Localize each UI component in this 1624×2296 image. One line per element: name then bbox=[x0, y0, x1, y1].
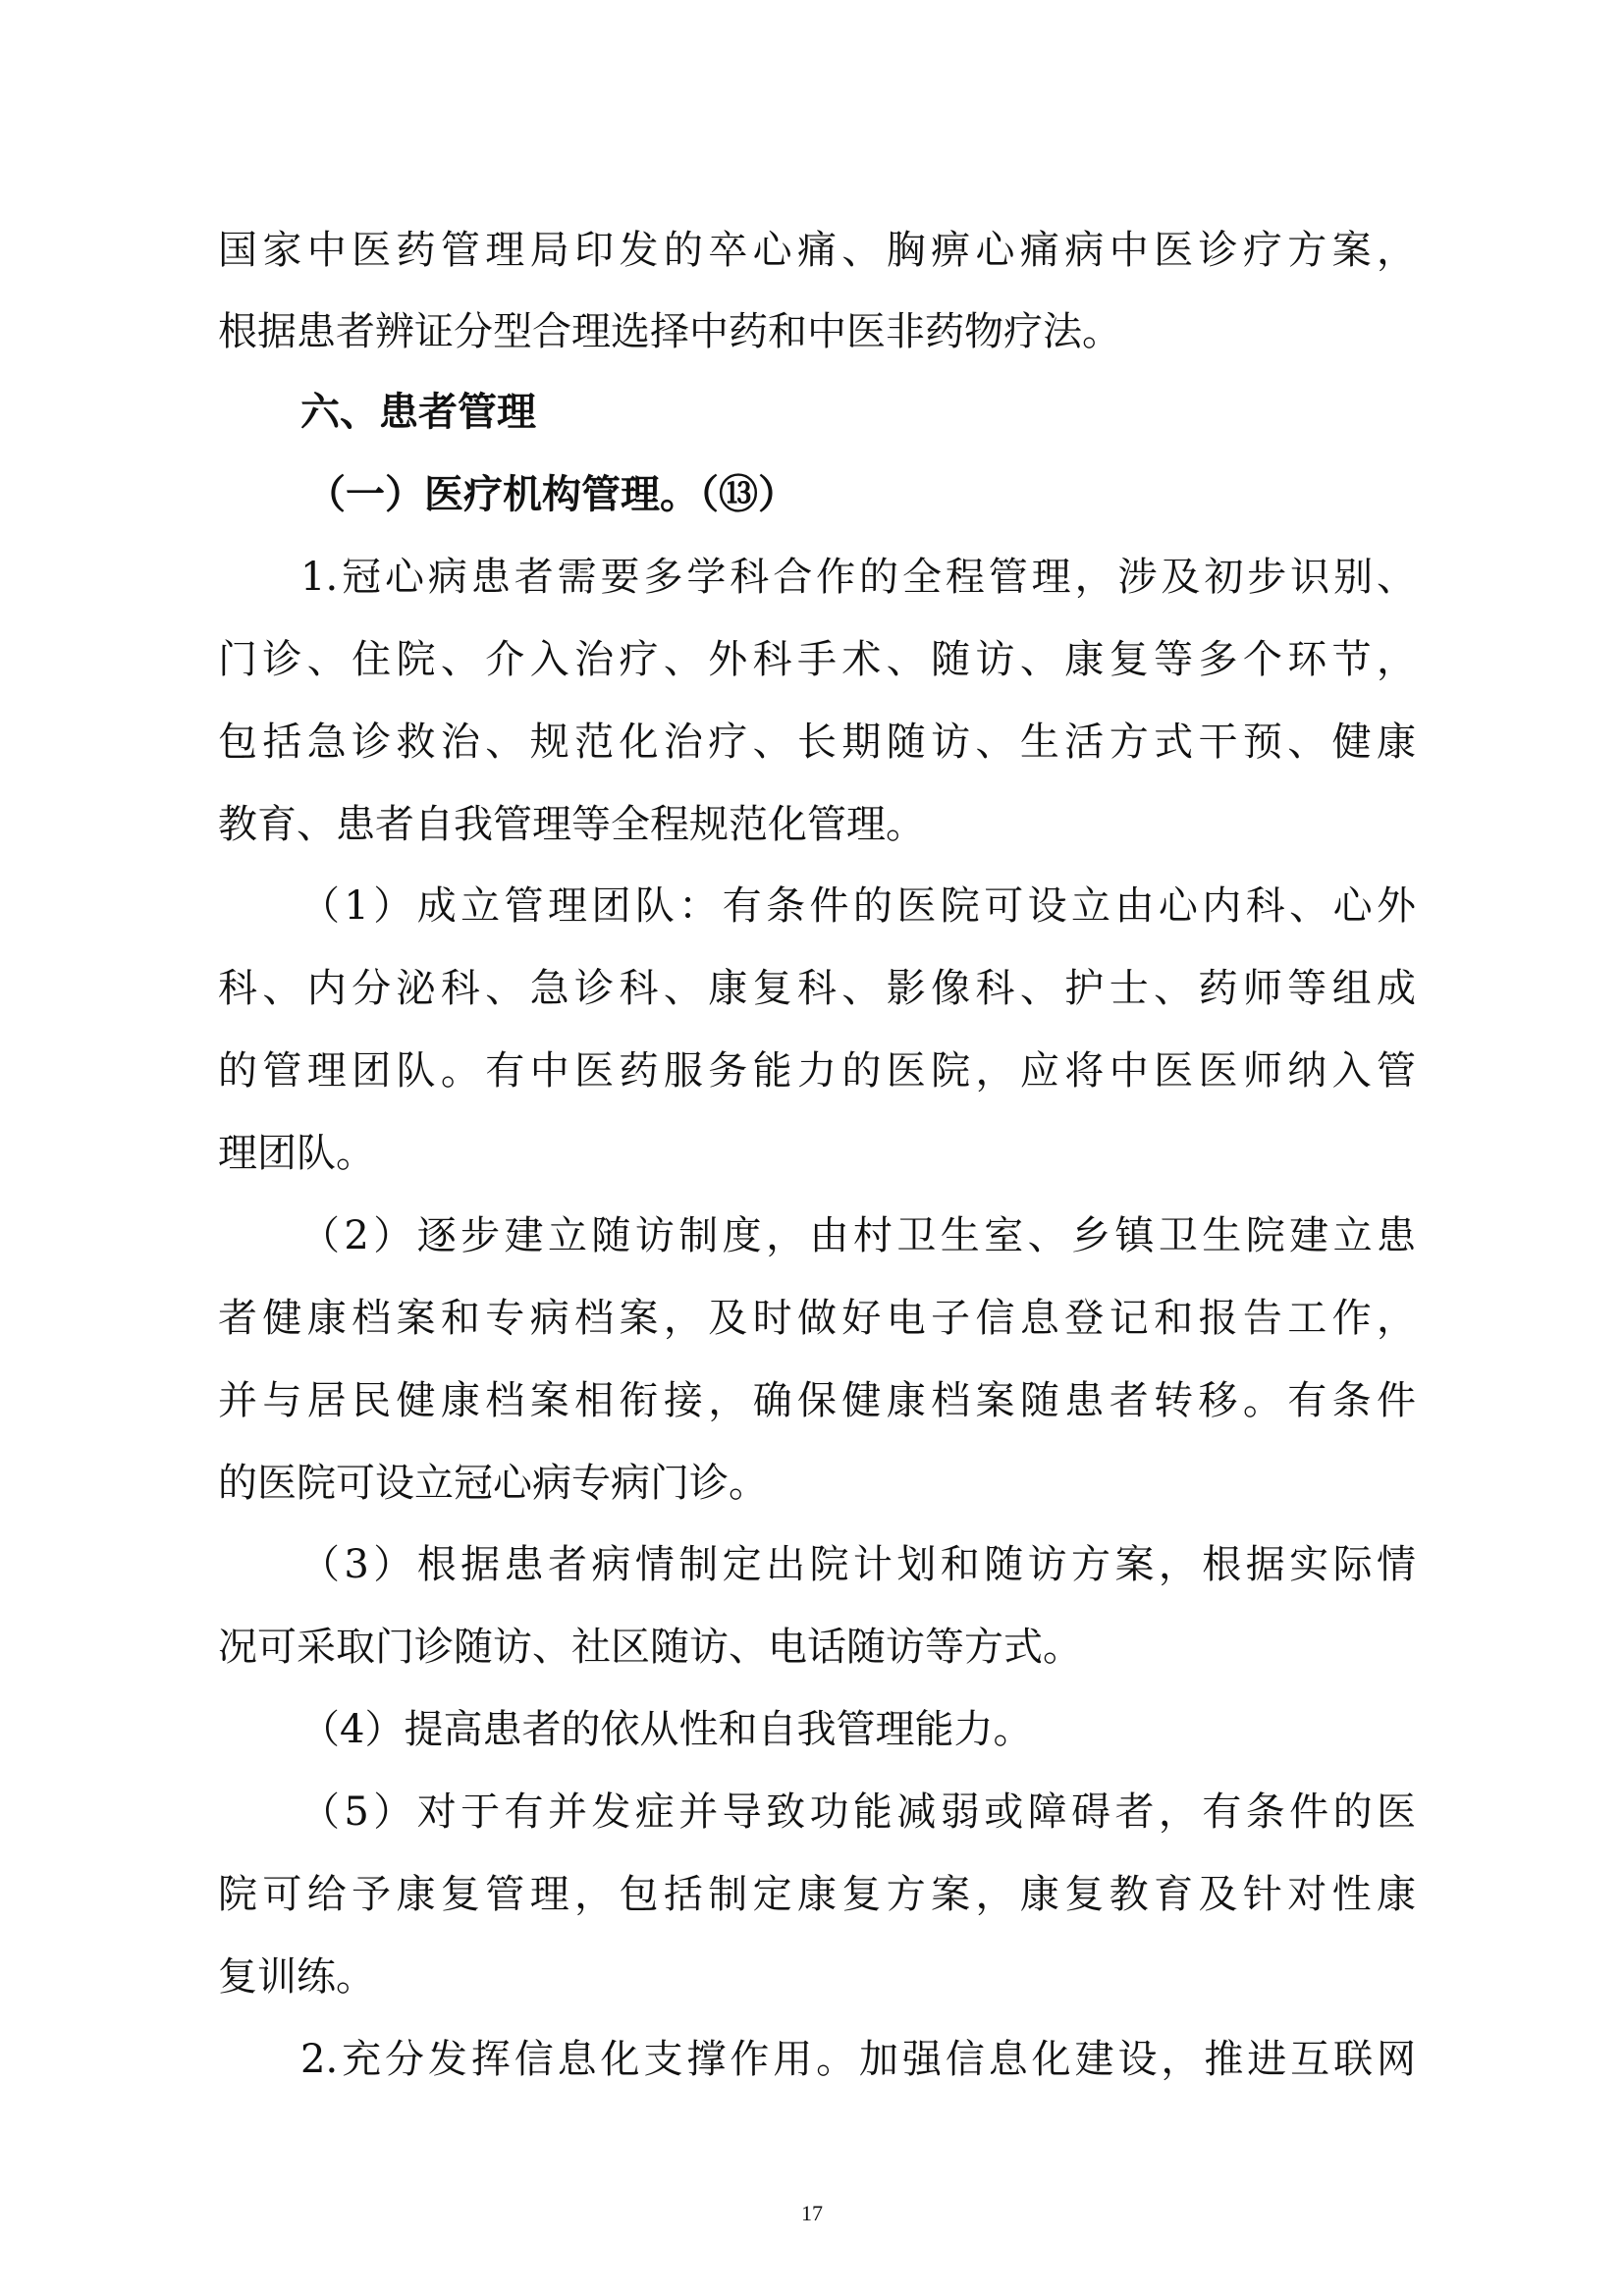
subitem-4-line-1: （4）提高患者的依从性和自我管理能力。 bbox=[300, 1707, 1033, 1752]
subitem-3-line-1: （3）根据患者病情制定出院计划和随访方案，根据实际情 bbox=[300, 1542, 1416, 1587]
subitem-3-line-2: 况可采取门诊随访、社区随访、电话随访等方式。 bbox=[218, 1625, 1082, 1670]
item-1-line-1: 1.冠心病患者需要多学科合作的全程管理，涉及初步识别、 bbox=[300, 555, 1416, 600]
page-number: 17 bbox=[801, 2201, 823, 2225]
subitem-1-line-2: 科、内分泌科、急诊科、康复科、影像科、护士、药师等组成 bbox=[218, 966, 1416, 1011]
subitem-2-line-2: 者健康档案和专病档案，及时做好电子信息登记和报告工作， bbox=[218, 1296, 1416, 1341]
subitem-5-line-3: 复训练。 bbox=[218, 1954, 375, 2000]
subitem-1-line-1: （1）成立管理团队：有条件的医院可设立由心内科、心外 bbox=[300, 883, 1416, 929]
section-heading: 六、患者管理 bbox=[300, 390, 536, 435]
subitem-2-line-4: 的医院可设立冠心病专病门诊。 bbox=[218, 1461, 768, 1506]
subitem-5-line-2: 院可给予康复管理，包括制定康复方案，康复教育及针对性康 bbox=[218, 1872, 1416, 1917]
item-1-line-4: 教育、患者自我管理等全程规范化管理。 bbox=[218, 802, 925, 847]
subitem-1-line-4: 理团队。 bbox=[218, 1131, 375, 1176]
item-1-line-2: 门诊、住院、介入治疗、外科手术、随访、康复等多个环节， bbox=[218, 637, 1416, 682]
subitem-1-line-3: 的管理团队。有中医药服务能力的医院，应将中医医师纳入管 bbox=[218, 1048, 1416, 1094]
body-line-2: 根据患者辨证分型合理选择中药和中医非药物疗法。 bbox=[218, 309, 1121, 354]
subitem-2-line-3: 并与居民健康档案相衔接，确保健康档案随患者转移。有条件 bbox=[218, 1378, 1416, 1423]
subitem-2-line-1: （2）逐步建立随访制度，由村卫生室、乡镇卫生院建立患 bbox=[300, 1213, 1416, 1258]
body-line-1: 国家中医药管理局印发的卒心痛、胸痹心痛病中医诊疗方案， bbox=[218, 228, 1416, 273]
subsection-heading: （一）医疗机构管理。（⑬） bbox=[306, 472, 797, 517]
subitem-5-line-1: （5）对于有并发症并导致功能减弱或障碍者，有条件的医 bbox=[300, 1789, 1416, 1835]
item-2-line-1: 2.充分发挥信息化支撑作用。加强信息化建设，推进互联网 bbox=[300, 2037, 1416, 2082]
item-1-line-3: 包括急诊救治、规范化治疗、长期随访、生活方式干预、健康 bbox=[218, 720, 1416, 765]
